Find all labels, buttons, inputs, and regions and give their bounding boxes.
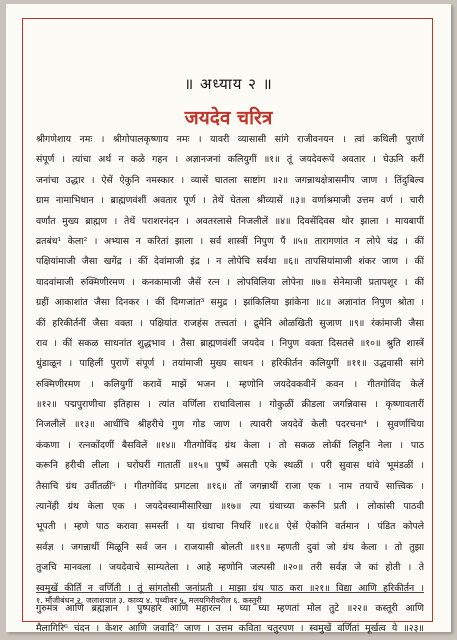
verse-line: निजलीलें ॥१३॥ आधींचि श्रीहरीचे गुण गोड जाण । त्यावरी जयदेवें केली पदरचना⁴ । सुवर्णाचिया bbox=[36, 419, 424, 431]
verse-body bbox=[36, 130, 424, 640]
verse-line: मैलागिरि⁶ चंदन । केशर आणि जवादि⁷ जाण । उत्तम कविता चतुरपण । स्वमुखें वर्णितां मूर्खत्व ये ॥२३॥ bbox=[36, 623, 424, 635]
verse-line: संपूर्ण । त्यांचा अर्थ न कळे गहन । अज्ञानजनां कलियुगीं ॥१॥ तूं जयदेवरूपें अवतार । घेऊनि करीं bbox=[36, 154, 424, 166]
verse-line: सर्वज्ञ । जगन्नाथीं मिळूनि सर्व जन । राजयासी बोलती ॥१९॥ म्हणती दुवां जो ग्रंथ केला । तो तुझा bbox=[36, 541, 424, 553]
chapter-heading: ॥ अध्याय २ ॥ bbox=[184, 75, 273, 93]
footnote: १. मौंजीबंधन २. जलाशयात ३. काव्य ४. पृथ्वीवर ५. मलयगिरीवरील ६. कस्तुरी bbox=[36, 596, 262, 605]
verse-line: राव । कीं सकळ साधनांत शुद्धभाव । तैसा ब्राह्मणवंशीं जयदेव । निपुण वक्ता दिसतसे ॥१०॥ श्रुति शास्त्रें bbox=[36, 337, 424, 349]
verse-line: कीं हरिकीर्तनीं जैसा वक्ता । पक्षियांत राजहंस तत्त्वतां । द्रुमेनि ओळखिती सुजाण ॥९॥ रंकांमाजी जैसा bbox=[36, 317, 424, 329]
verse-line: व्रतबंध¹ केला² । अभ्यास न करितां झाला । सर्व शास्त्रीं निपुण पैं ॥५॥ तारागणांत न लोपे चंद्र । कीं bbox=[36, 235, 424, 247]
verse-line: तुजचि मानवला । जयदेवाचे साम्यतेला । आहे म्हणोनि जल्पसी ॥२०॥ तरी सर्वज्ञ जे कां होती । ते bbox=[36, 562, 424, 574]
verse-line: तैसाचि ग्रंथ उर्वीतळीं⁵ । गीतगोविंद प्रगटला ॥१६॥ तों जगन्नाथीं राजा एक । नाम तयाचें सात्त्विक । bbox=[36, 480, 424, 492]
verse-line: रुक्मिणीरमण । कलियुगीं करावें माझें भजन । म्हणोनि जयदेवकवीनें कवन । गीतगोविंद केलें bbox=[36, 378, 424, 390]
verse-line: धुंडाळून । पाहिलीं पुराणें संपूर्ण । तयांमाजी मुख्य साधन । हरिकीर्तन कलियुगीं ॥११॥ उद्धवासी सांगे bbox=[36, 358, 424, 370]
verse-line: यादवांमाजी रुक्मिणीरमण । कनकामाजी जैसें रत्न । लोपविलिया लोपेना ॥७॥ सेनेमाजी प्रतापशूर । कीं bbox=[36, 276, 424, 288]
footnote-divider bbox=[36, 592, 424, 593]
verse-line: ॥१२॥ पद्मपुराणीचा इतिहास । त्यांत वर्णिला राधाविलास । गोकुळीं क्रीडला जगन्निवास । कृष्णावतारीं bbox=[36, 399, 424, 411]
verse-line: गुरुमंत्र आणि ब्रह्मज्ञान । पुष्पहार आणि महारत्न । घ्या घ्या म्हणतां मोल तुटे ॥२२॥ कस्तूरी आणि bbox=[36, 602, 424, 614]
verse-line: भूपती । म्हणे पाठ करावा समस्तीं । या ग्रंथाचा निर्धारें ॥१८॥ ऐसें ऐकोनि वर्तमान । पंडित कोपले bbox=[36, 521, 424, 533]
verse-line: श्रीगणेशाय नमः । श्रीगोपालकृष्णाय नमः । यावरी व्यासासी सांगे राजीवनयन । त्वां कथिली पुराणें bbox=[36, 134, 424, 145]
verse-line: ग्रहीं आकाशांत जैसा दिनकर । कीं दिग्गजांत³ समुद्र । झांकिलिया झांकेना ॥८॥ अज्ञानांत निपुण श्रोता । bbox=[36, 297, 424, 309]
book-page bbox=[6, 4, 451, 635]
verse-line: करूनि हरीची लीला । घरोघरीं गातातीं ॥१५॥ पुष्पें असती एके स्थळीं । परी सुवास धांवे भूमंडळीं । bbox=[36, 460, 424, 472]
chapter-title: जयदेव चरित्र bbox=[184, 107, 273, 129]
verse-line: स्वमुखें कीर्ति न वर्णिती । तूं सांगतोसी जनांप्रती । माझा ग्रंथ पाठ करा ॥२१॥ विद्या आणि हरिकीर्तन । bbox=[36, 582, 424, 594]
verse-line: ग्राम नामाभिधान । ब्राह्मणवंशीं अवतार पूर्ण । तेथें घेतला श्रीव्यासें ॥३॥ वर्णाश्रमाजी उत्तम वर्ण । चारी bbox=[36, 195, 424, 207]
verse-line: पक्षियांमाजी जैसा खगेंद्र । कीं देवांमाजी इंद्र । न लोपेचि सर्वथा ॥६॥ तापसियांमाजी शंकर जाण । कीं bbox=[36, 256, 424, 268]
verse-line: त्यानेंही ग्रंथ केला एक । जयदेवस्वामीसारिखा ॥१७॥ त्या ग्रंथाच्या करूनि प्रती । लोकांसी पाठवी bbox=[36, 501, 424, 513]
verse-line: कंकणा । रत्नकोंदणीं बैसविलें ॥१४॥ गीतगोविंद ग्रंथ केला । तो सकळ लोकीं लिहूनि नेला । पाठ bbox=[36, 439, 424, 451]
verse-line: वर्णांत मुख्य ब्राह्मण । तेथें पराशरनंदन । अवतरलासे निजलीलें ॥४॥ दिवसेंदिवस थोर झाला । मायबापीं bbox=[36, 215, 424, 227]
verse-line: जनांचा उद्धार । ऐसें ऐकुनि नमस्कार । व्यासें घातला साष्टांग ॥२॥ जगन्नाथक्षेत्रासमीप जाण । तिंदुबिल्व bbox=[36, 174, 424, 186]
